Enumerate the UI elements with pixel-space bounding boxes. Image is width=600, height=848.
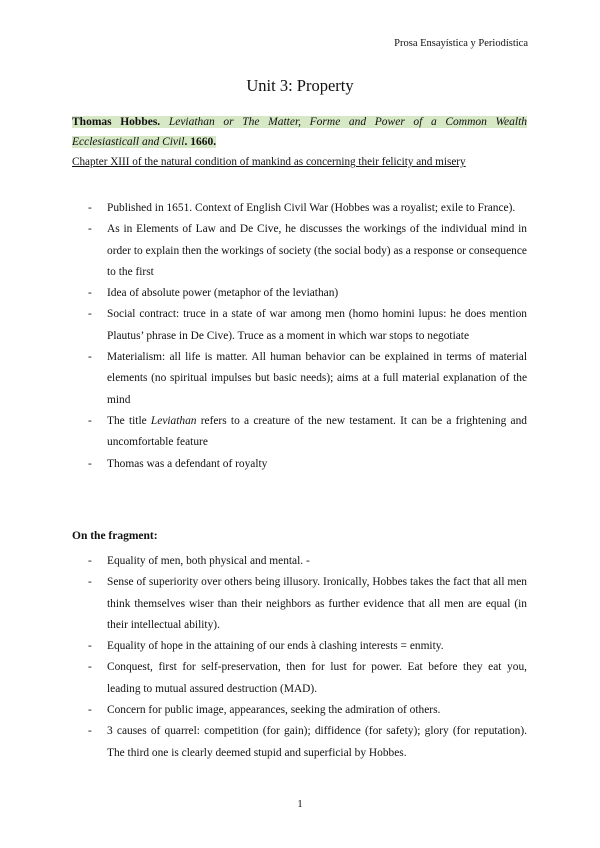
bullet-dash: - [88, 640, 92, 653]
list-item-text: Concern for public image, appearances, seeking the admiration of others. [107, 704, 441, 717]
context-list [72, 198, 527, 475]
list-item-text: Materialism: all life is matter. All human behavior can be explained in terms of material elements (no spiritual impulses but basic needs); aims at a full material explanation of the mind [107, 351, 527, 406]
page-number: 1 [297, 798, 303, 810]
list-item-text: As in Elements of Law and De Cive, he discusses the workings of the individual mind in order to explain then the workings of society (the social body) as a response or consequence to the first [107, 223, 527, 278]
list-item [72, 304, 527, 347]
bullet-dash: - [88, 308, 92, 321]
work-citation-highlight [72, 116, 527, 148]
fragment-heading: On the fragment: [72, 530, 158, 542]
list-item [72, 700, 527, 721]
bullet-dash: - [88, 223, 92, 236]
list-item-text: Conquest, first for self-preservation, then for lust for power. Eat before they eat you, leading to mutual assured destruction (MAD). [107, 661, 527, 695]
text-fragment: refers to a creature of the new testament. It can be a frightening and uncomfortable feature [107, 414, 527, 449]
running-header: Prosa Ensayística y Periodística [394, 38, 528, 49]
emphasis-title: Leviathan [150, 414, 197, 427]
list-item [72, 636, 527, 657]
list-item [72, 347, 527, 411]
bullet-dash: - [88, 351, 92, 364]
list-item [72, 283, 527, 304]
bullet-dash: - [88, 725, 92, 738]
page-title: Unit 3: Property [246, 76, 354, 95]
work-citation [72, 112, 527, 152]
text-fragment: The title [107, 414, 151, 427]
list-item-text: Equality of men, both physical and mental. - [107, 555, 310, 567]
list-item [72, 198, 527, 219]
work-title: Leviathan or The Matter, Forme and Power of a Common Wealth Ecclesiasticall and Civil [72, 116, 528, 148]
list-item [72, 411, 527, 454]
list-item [72, 219, 527, 283]
list-item-text: Sense of superiority over others being illusory. Ironically, Hobbes takes the fact that all men think themselves wiser than their neighbors as further evidence that all men are equal (in their intellectual ability). [107, 576, 527, 631]
work-year: . 1660. [184, 136, 217, 148]
fragment-list [72, 551, 527, 764]
list-item [72, 454, 527, 475]
chapter-heading: Chapter XIII of the natural condition of mankind as concerning their felicity and misery [72, 156, 466, 168]
bullet-dash: - [88, 287, 92, 300]
bullet-dash: - [88, 661, 92, 674]
bullet-dash: - [88, 576, 92, 589]
list-item-text: Thomas was a defendant of royalty [107, 457, 268, 470]
bullet-dash: - [88, 704, 92, 717]
bullet-dash: - [88, 457, 92, 470]
list-item-text: Idea of absolute power (metaphor of the leviathan) [107, 287, 339, 300]
list-item-text: 3 causes of quarrel: competition (for gain); diffidence (for safety); glory (for reputation). The third one is clearly deemed stupid and superficial by Hobbes. [107, 725, 527, 759]
list-item [72, 721, 527, 764]
list-item-text: Published in 1651. Context of English Civil War (Hobbes was a royalist; exile to France). [107, 202, 516, 214]
work-author: Thomas Hobbes. [72, 116, 161, 128]
bullet-dash: - [88, 555, 92, 567]
bullet-dash: - [88, 202, 92, 214]
list-item [72, 551, 527, 572]
list-item [72, 572, 527, 636]
bullet-dash: - [88, 414, 92, 427]
list-item [72, 657, 527, 700]
list-item-text: Social contract: truce in a state of war among men (homo homini lupus: he does mention Plautus’ phrase in De Cive). Truce as a moment in which war stops to negotiate [107, 308, 527, 342]
list-item-text [107, 415, 527, 448]
list-item-text: Equality of hope in the attaining of our ends à clashing interests = enmity. [107, 640, 444, 653]
